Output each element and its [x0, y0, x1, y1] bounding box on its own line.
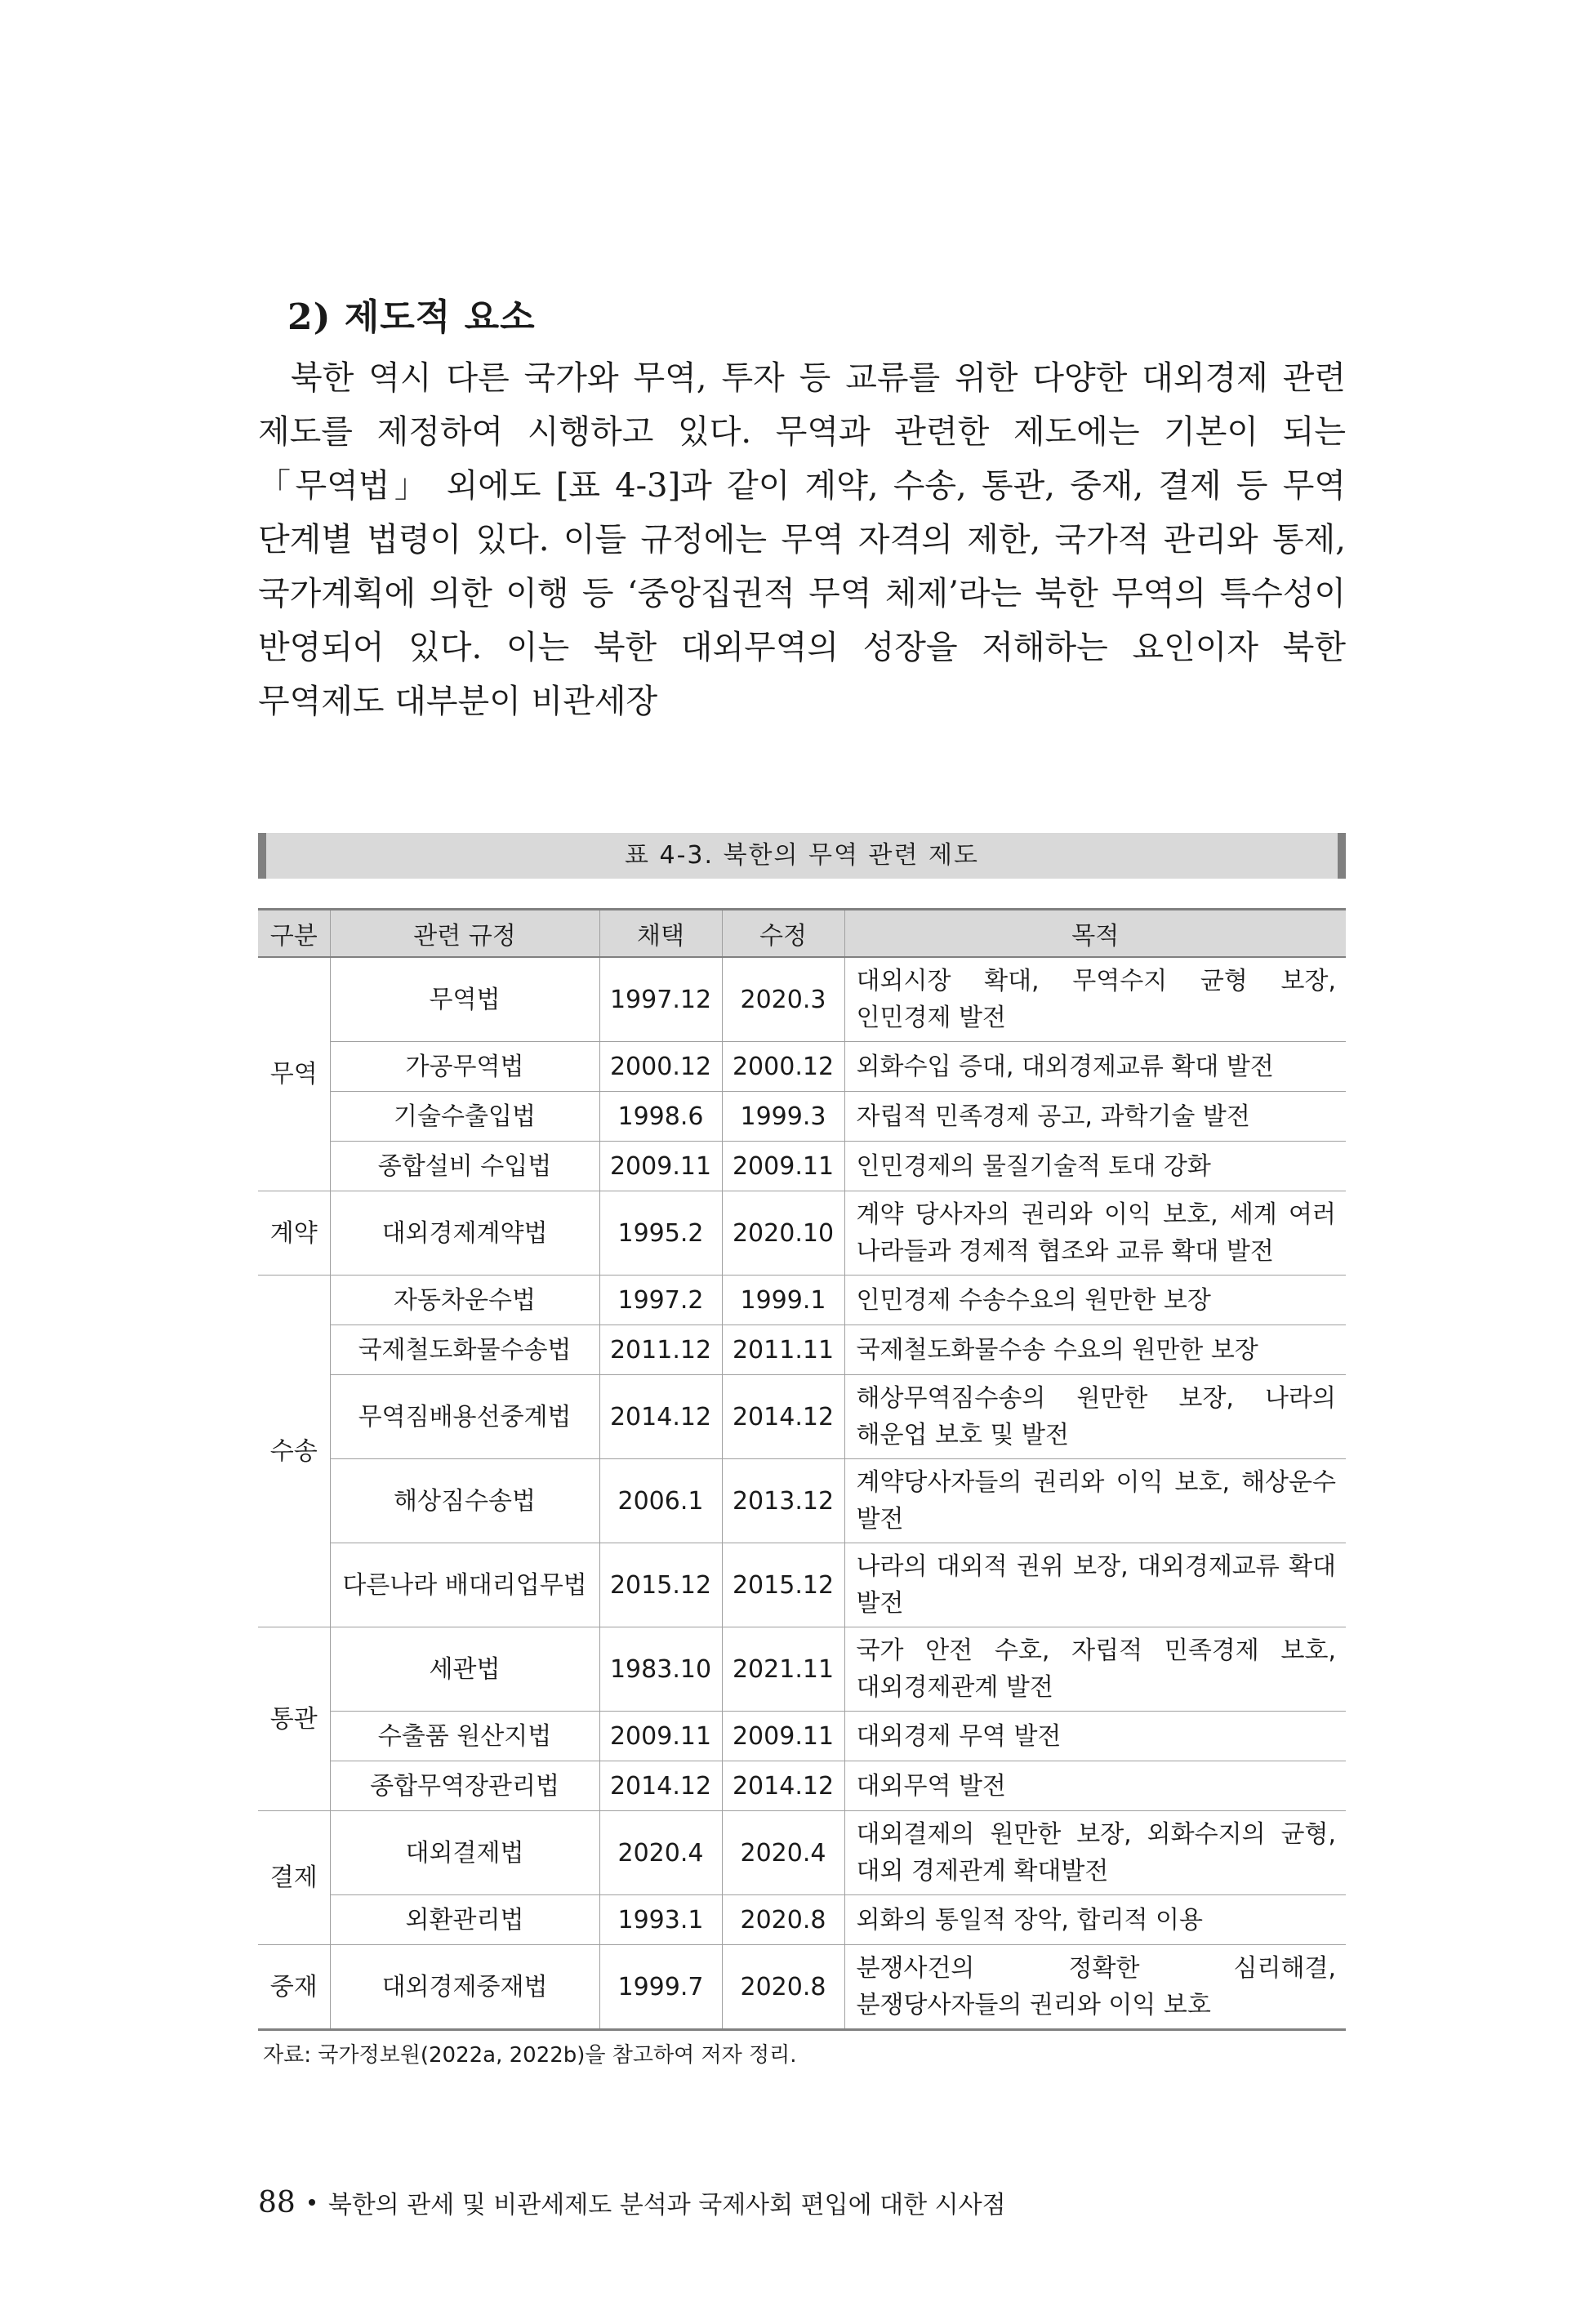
page-number: 88: [258, 2185, 296, 2219]
body-paragraph: 북한 역시 다른 국가와 무역, 투자 등 교류를 위한 다양한 대외경제 관련 제도를 제정하여 시행하고 있다. 무역과 관련한 제도에는 기본이 되는 「무역법」 외에도 [표 4-3]과 같이 계약, 수송, 통관, 중재, 결제 등 무역 단계별 법령이 있다. 이들 규정에는 무역 자격의 제한, 국가적 관리와 통제, 국가계획에 의한 이행 등 ‘중앙집권적 무역 체제’라는 북한 무역의 특수성이 반영되어 있다. 이는 북한 대외무역의 성장을 저해하는 요인이자 북한 무역제도 대부분이 비관세장: [258, 359, 1346, 720]
revised-cell: 2020.3: [722, 957, 844, 1042]
purpose-cell: 외화수입 증대, 대외경제교류 확대 발전: [844, 1042, 1346, 1092]
purpose-cell: 분쟁사건의 정확한 심리해결, 분쟁당사자들의 권리와 이익 보호: [856, 1954, 1336, 2019]
revised-cell: 2014.12: [722, 1761, 844, 1811]
adopted-cell: 2015.12: [599, 1543, 722, 1627]
running-title: 북한의 관세 및 비관세제도 분석과 국제사회 편입에 대한 시사점: [327, 2191, 1006, 2219]
revised-cell: 2011.11: [722, 1325, 844, 1375]
section-heading: 2) 제도적 요소: [287, 296, 536, 338]
law-cell: 국제철도화물수송법: [330, 1325, 599, 1375]
revised-cell: 2013.12: [722, 1459, 844, 1543]
revised-cell: 2015.12: [722, 1543, 844, 1627]
table-row: [258, 1811, 1346, 1895]
purpose-cell: 계약 당사자의 권리와 이익 보호, 세계 여러 나라들과 경제적 협조와 교류 확대 발전: [844, 1191, 1346, 1276]
adopted-cell: 1993.1: [599, 1895, 722, 1945]
adopted-cell: 1998.6: [599, 1092, 722, 1142]
header-law: 관련 규정: [330, 910, 599, 958]
purpose-cell: 외화의 통일적 장악, 합리적 이용: [844, 1895, 1346, 1945]
table-row: [258, 1142, 1346, 1191]
adopted-cell: 2014.12: [599, 1375, 722, 1459]
law-cell: 종합설비 수입법: [330, 1142, 599, 1191]
law-cell: 다른나라 배대리업무법: [330, 1543, 599, 1627]
table-row: [258, 957, 1346, 1042]
table-row: [258, 1895, 1346, 1945]
purpose-cell: 나라의 대외적 권위 보장, 대외경제교류 확대 발전: [844, 1543, 1346, 1627]
table-caption: 표 4-3. 북한의 무역 관련 제도: [258, 833, 1346, 879]
adopted-cell: 2014.12: [599, 1761, 722, 1811]
revised-cell: 2000.12: [722, 1042, 844, 1092]
law-cell: 무역짐배용선중계법: [330, 1375, 599, 1459]
table-source-note: 자료: 국가정보원(2022a, 2022b)을 참고하여 저자 정리.: [263, 2043, 797, 2068]
revised-cell: 2020.8: [722, 1895, 844, 1945]
adopted-cell: 2020.4: [599, 1811, 722, 1895]
adopted-cell: 2000.12: [599, 1042, 722, 1092]
revised-cell: 2014.12: [722, 1375, 844, 1459]
law-cell: 기술수출입법: [330, 1092, 599, 1142]
table-row: [258, 1945, 1346, 2030]
table-row: [258, 1191, 1346, 1276]
header-purpose: 목적: [844, 910, 1346, 958]
law-cell: 외환관리법: [330, 1895, 599, 1945]
law-cell: 해상짐수송법: [330, 1459, 599, 1543]
adopted-cell: 2009.11: [599, 1712, 722, 1761]
purpose-cell: 대외경제 무역 발전: [844, 1712, 1346, 1761]
revised-cell: 1999.1: [722, 1276, 844, 1325]
purpose-cell: 자립적 민족경제 공고, 과학기술 발전: [844, 1092, 1346, 1142]
table-header-row: [258, 910, 1346, 958]
category-cell: 수송: [258, 1276, 330, 1627]
revised-cell: 2020.10: [722, 1191, 844, 1276]
table-row: [258, 1761, 1346, 1811]
category-cell: 무역: [258, 957, 330, 1191]
bullet-icon: [309, 2199, 315, 2206]
table-row: [258, 1325, 1346, 1375]
adopted-cell: 1999.7: [599, 1945, 722, 2030]
category-cell: 통관: [258, 1627, 330, 1811]
purpose-cell: 인민경제 수송수요의 원만한 보장: [844, 1276, 1346, 1325]
purpose-cell: 인민경제의 물질기술적 토대 강화: [844, 1142, 1346, 1191]
purpose-cell: 대외무역 발전: [844, 1761, 1346, 1811]
law-cell: 세관법: [330, 1627, 599, 1712]
adopted-cell: 1997.12: [599, 957, 722, 1042]
law-cell: 대외경제중재법: [330, 1945, 599, 2030]
purpose-cell: 대외결제의 원만한 보장, 외화수지의 균형, 대외 경제관계 확대발전: [844, 1811, 1346, 1895]
adopted-cell: 2009.11: [599, 1142, 722, 1191]
trade-law-table: [258, 908, 1346, 2031]
law-cell: 수출품 원산지법: [330, 1712, 599, 1761]
purpose-cell: 국가 안전 수호, 자립적 민족경제 보호, 대외경제관계 발전: [844, 1627, 1346, 1712]
table-row: [258, 1459, 1346, 1543]
table-row: [258, 1042, 1346, 1092]
law-cell: 가공무역법: [330, 1042, 599, 1092]
revised-cell: 2020.4: [722, 1811, 844, 1895]
revised-cell: 2020.8: [722, 1945, 844, 2030]
table-row: [258, 1276, 1346, 1325]
revised-cell: 2009.11: [722, 1142, 844, 1191]
law-cell: 무역법: [330, 957, 599, 1042]
table-row: [258, 1375, 1346, 1459]
category-cell: 결제: [258, 1811, 330, 1945]
header-revised: 수정: [722, 910, 844, 958]
table-row: [258, 1092, 1346, 1142]
category-cell: 계약: [258, 1191, 330, 1276]
purpose-cell: 대외시장 확대, 무역수지 균형 보장, 인민경제 발전: [844, 957, 1346, 1042]
law-cell: 종합무역장관리법: [330, 1761, 599, 1811]
adopted-cell: 2011.12: [599, 1325, 722, 1375]
revised-cell: 2021.11: [722, 1627, 844, 1712]
header-category: 구분: [258, 910, 330, 958]
header-adopted: 채택: [599, 910, 722, 958]
law-cell: 대외결제법: [330, 1811, 599, 1895]
category-cell: 중재: [258, 1945, 330, 2030]
adopted-cell: 1995.2: [599, 1191, 722, 1276]
adopted-cell: 2006.1: [599, 1459, 722, 1543]
law-cell: 자동차운수법: [330, 1276, 599, 1325]
purpose-cell: 계약당사자들의 권리와 이익 보호, 해상운수 발전: [844, 1459, 1346, 1543]
law-cell: 대외경제계약법: [330, 1191, 599, 1276]
table-row: [258, 1543, 1346, 1627]
adopted-cell: 1997.2: [599, 1276, 722, 1325]
purpose-cell: 국제철도화물수송 수요의 원만한 보장: [844, 1325, 1346, 1375]
revised-cell: 1999.3: [722, 1092, 844, 1142]
table-row: [258, 1712, 1346, 1761]
table-row: [258, 1627, 1346, 1712]
adopted-cell: 1983.10: [599, 1627, 722, 1712]
page-footer: [258, 2182, 1006, 2223]
purpose-cell: 해상무역짐수송의 원만한 보장, 나라의 해운업 보호 및 발전: [844, 1375, 1346, 1459]
revised-cell: 2009.11: [722, 1712, 844, 1761]
